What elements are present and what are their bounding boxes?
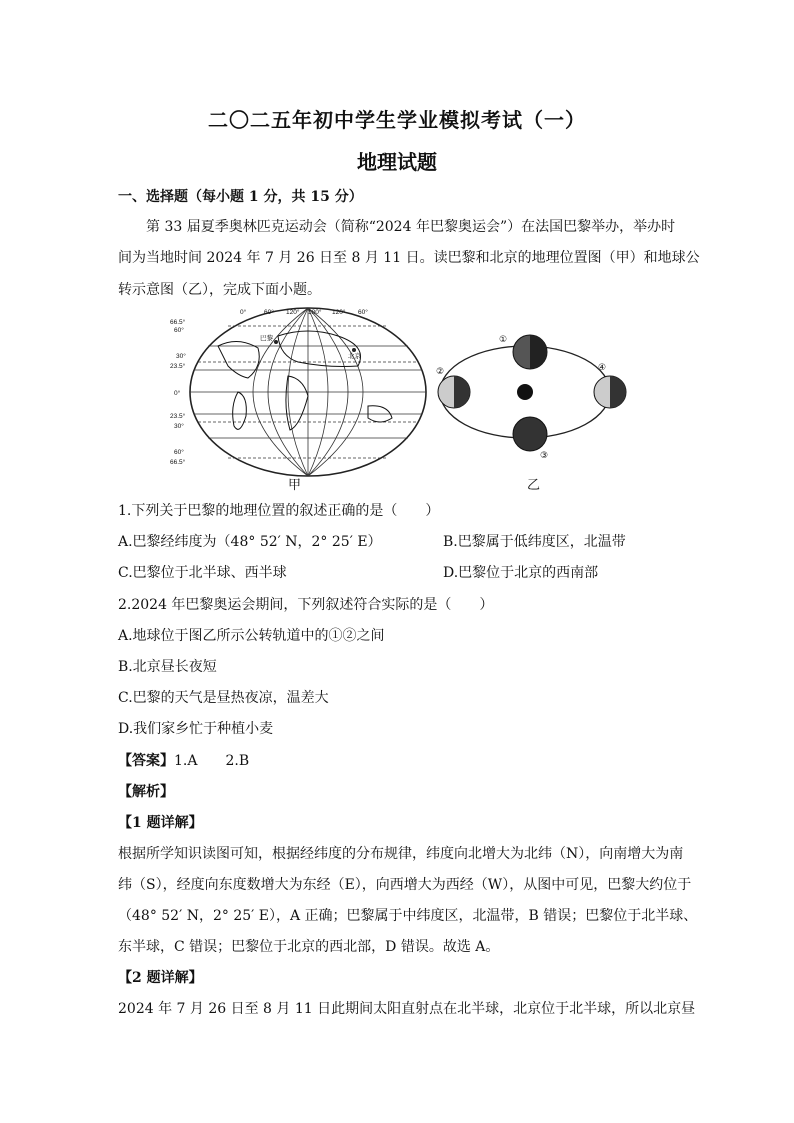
question-2-option-d: D.我们家乡忙于种植小麦 (118, 721, 274, 737)
answer-line (118, 750, 249, 770)
figure-map-and-orbit (168, 306, 638, 486)
lat-label: 30° (176, 353, 186, 360)
question-2-option-b: B.北京昼长夜短 (118, 659, 217, 675)
lat-label: 60° (174, 327, 184, 334)
question-1-option-a: A.巴黎经纬度为（48° 52′ N，2° 25′ E） (118, 534, 382, 550)
orbit-diagram (436, 335, 626, 461)
answer-label: 【答案】 (118, 753, 174, 769)
lat-label: 30° (174, 423, 184, 430)
orbit-position-3: ③ (540, 451, 549, 461)
q1-detail-line: 纬（S），经度向东度数增大为东经（E），向西增大为西经（W），从图中可见，巴黎大约位于 (118, 877, 692, 893)
section-heading: 一、选择题（每小题 1 分，共 15 分） (118, 189, 363, 205)
stem-line-1: 第 33 届夏季奥林匹克运动会（简称“2024 年巴黎奥运会”）在法国巴黎举办，举办时 (146, 219, 676, 235)
place-label-beijing: 北京 (348, 353, 361, 360)
lon-label: 60° (358, 309, 368, 316)
lat-label: 0° (174, 390, 181, 397)
question-1-stem: 1.下列关于巴黎的地理位置的叙述正确的是（ ） (118, 503, 440, 519)
question-1-option-d: D.巴黎位于北京的西南部 (443, 565, 599, 581)
world-map (170, 308, 426, 476)
exam-title: 二〇二五年初中学生学业模拟考试（一） (208, 108, 586, 132)
lon-label: 120° (332, 309, 346, 316)
lon-label: 0° (240, 309, 247, 316)
map-caption: 甲 (288, 478, 302, 493)
lat-label: 60° (174, 449, 184, 456)
stem-line-2: 间为当地时间 2024 年 7 月 26 日至 8 月 11 日。读巴黎和北京的地理位置图（甲）和地球公 (118, 250, 700, 266)
question-2-stem: 2.2024 年巴黎奥运会期间，下列叙述符合实际的是（ ） (118, 597, 494, 613)
question-1-option-c: C.巴黎位于北半球、西半球 (118, 565, 287, 581)
orbit-caption: 乙 (527, 478, 541, 493)
question-2-option-c: C.巴黎的天气是昼热夜凉，温差大 (118, 690, 329, 706)
answer-text: 1.A 2.B (174, 753, 250, 769)
q2-detail-line: 2024 年 7 月 26 日至 8 月 11 日此期间太阳直射点在北半球，北京位于北半球，所以北京昼 (118, 1001, 696, 1017)
lat-label: 66.5° (170, 459, 186, 466)
lon-label: 180° (308, 309, 322, 316)
q1-detail-line: （48° 52′ N，2° 25′ E），A 正确；巴黎属于中纬度区，北温带，B 错误；巴黎位于北半球、 (118, 908, 698, 924)
analysis-label: 【解析】 (118, 784, 174, 800)
lat-label: 23.5° (170, 413, 186, 420)
lat-label: 23.5° (170, 363, 186, 370)
q2-detail-label: 【2 题详解】 (118, 970, 203, 986)
orbit-position-2: ② (436, 367, 445, 377)
lat-label: 66.5° (170, 319, 186, 326)
question-2-option-a: A.地球位于图乙所示公转轨道中的①②之间 (118, 628, 385, 644)
orbit-position-4: ④ (598, 363, 607, 373)
lon-label: 120° (286, 309, 300, 316)
question-1-option-b: B.巴黎属于低纬度区，北温带 (443, 534, 626, 550)
stem-line-3: 转示意图（乙），完成下面小题。 (118, 282, 321, 298)
lon-label: 60° (264, 309, 274, 316)
q1-detail-line: 东半球，C 错误；巴黎位于北京的西北部，D 错误。故选 A。 (118, 939, 500, 955)
subject-title: 地理试题 (357, 150, 437, 174)
orbit-position-1: ① (499, 335, 508, 345)
q1-detail-label: 【1 题详解】 (118, 815, 203, 831)
q1-detail-line: 根据所学知识读图可知，根据经纬度的分布规律，纬度向北增大为北纬（N），向南增大为南 (118, 846, 684, 862)
place-label-paris: 巴黎 (260, 335, 273, 342)
